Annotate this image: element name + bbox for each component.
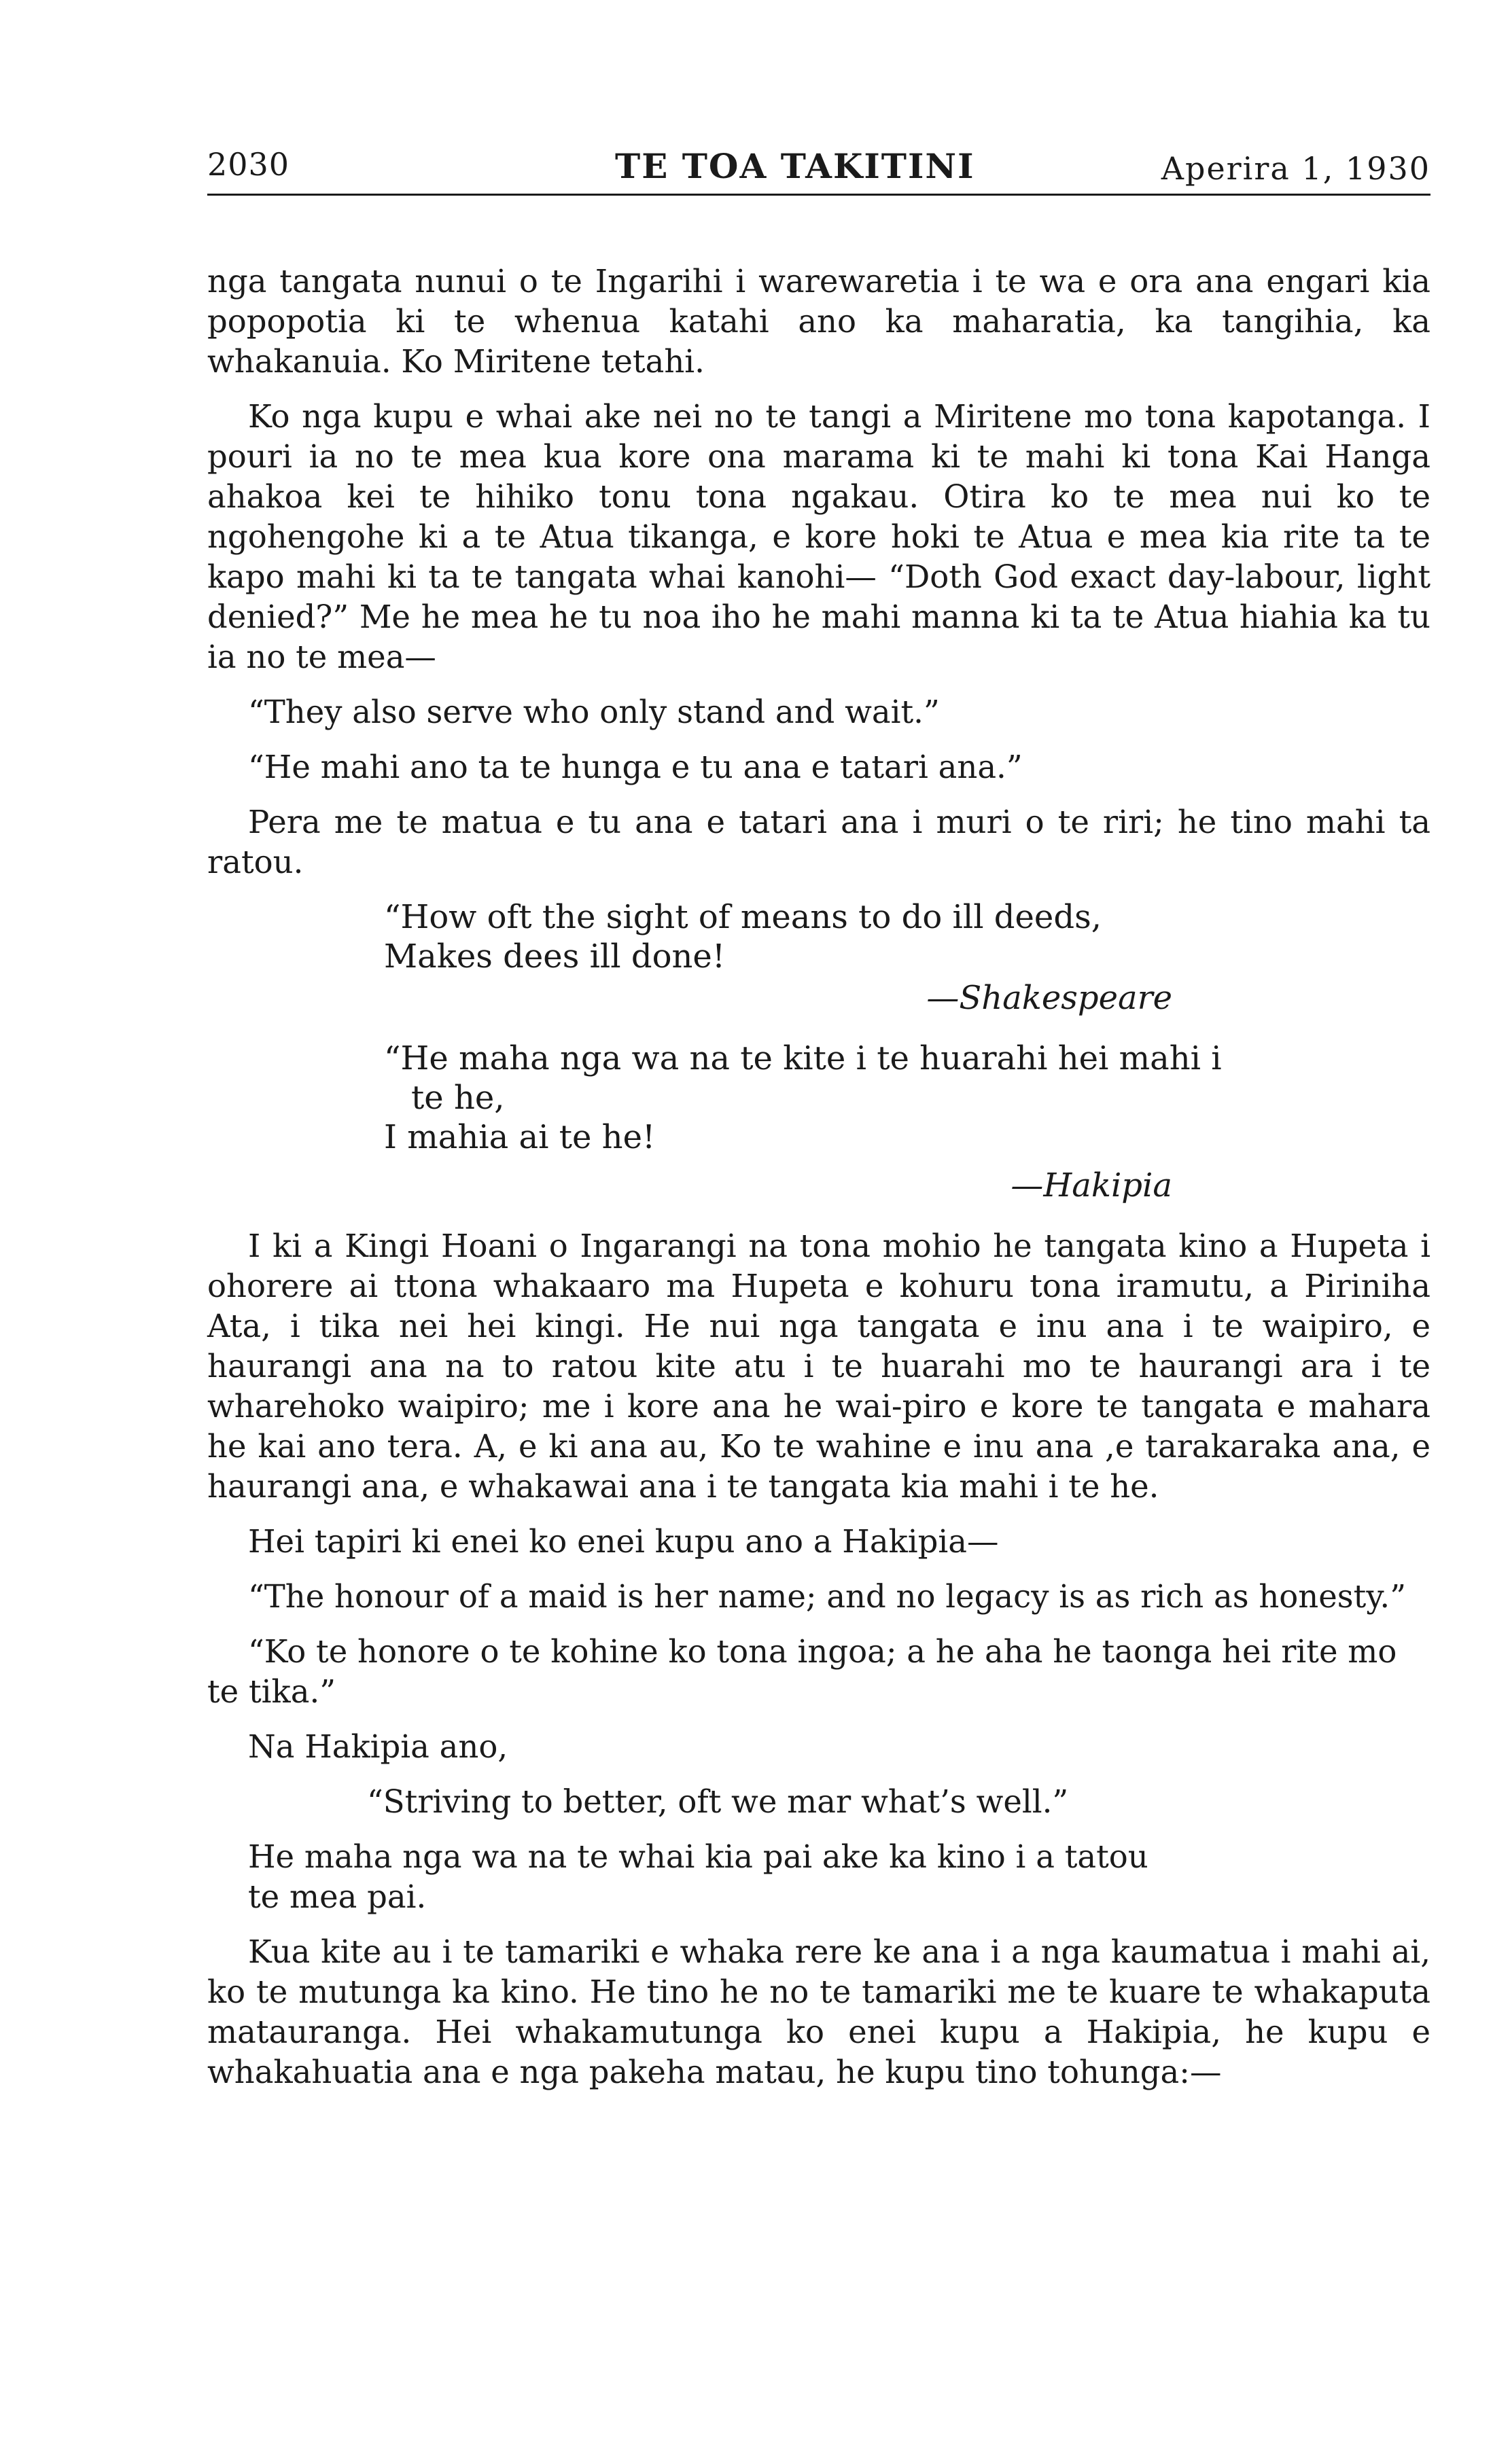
paragraph: I ki a Kingi Hoani o Ingarangi na tona mohio he tangata kino a Hupeta i ohorere ai ttona whakaaro ma Hupeta e kohuru tona iramutu, a Piriniha Ata, i tika nei hei kingi. He nui nga tangata e inu ana i te waipiro, e haurangi ana na to ratou kite atu i te huarahi mo te haurangi ara i te wharehoko waipiro; me i kore ana he wai-piro e kore te tangata e mahara he kai ano tera. A, e ki ana au, Ko te wahine e inu ana ,e tarakaraka ana, e haurangi ana, e whakawai ana i te tangata kia mahi i te he.	[207, 1228, 1430, 1505]
paragraph: Kua kite au i te tamariki e whaka rere ke ana i a nga kaumatua i mahi ai, ko te mutunga ka kino. He tino he no te tamariki me te kuare te whakaputa matauranga. Hei whakamutunga ko enei kupu a Hakipia, he kupu e whakahuatia ana e nga pakeha matau, he kupu tino tohunga:—	[207, 1933, 1430, 2090]
paragraph: Ko nga kupu e whai ake nei no te tangi a Miritene mo tona kapotanga. I pouri ia no te mea kua kore ona marama ki te mahi ki tona Kai Hanga ahakoa kei te hihiko tonu tona ngakau. Otira ko te mea nui ko te ngohengohe ki a te Atua tikanga, e kore hoki te Atua e mea kia rite ta te kapo mahi ki ta te tangata whai kanohi— “Doth God exact day-labour, light denied?” Me he mea he tu noa iho he mahi manna ki ta te Atua hiahia ka tu ia no te mea—	[207, 398, 1430, 675]
paragraph: Hei tapiri ki enei ko enei kupu ano a Hakipia—	[248, 1523, 999, 1560]
page-number: 2030	[207, 146, 290, 183]
verse-line: “How oft the sight of means to do ill deeds,	[384, 898, 1102, 936]
paragraph: Na Hakipia ano,	[248, 1728, 508, 1765]
attribution: —Hakipia	[1011, 1166, 1172, 1204]
paragraph: nga tangata nunui o te Ingarihi i warewaretia i te wa e ora ana engari kia popopotia ki te whenua katahi ano ka maharatia, ka tangihia, ka whakanuia. Ko Miritene tetahi.	[207, 263, 1430, 380]
quotation: “They also serve who only stand and wait.”	[248, 694, 940, 730]
attribution: —Shakespeare	[926, 979, 1172, 1017]
verse-line: te he,	[411, 1079, 505, 1117]
verse-line: Makes dees ill done!	[384, 938, 726, 976]
translation-line: te mea pai.	[248, 1878, 427, 1915]
paragraph: Pera me te matua e tu ana e tatari ana i muri o te riri; he tino mahi ta ratou.	[207, 804, 1430, 880]
translation-line: He maha nga wa na te whai kia pai ake ka kino i a tatou	[248, 1838, 1148, 1875]
article-body	[207, 262, 1430, 2107]
quotation: “The honour of a maid is her name; and no legacy is as rich as honesty.”	[248, 1578, 1406, 1615]
verse-line: “He maha nga wa na te kite i te huarahi hei mahi i	[384, 1039, 1222, 1077]
journal-title: TE TOA TAKITINI	[615, 146, 975, 186]
verse-line: I mahia ai te he!	[384, 1118, 656, 1156]
quotation: “Striving to better, oft we mar what’s well.”	[367, 1783, 1069, 1820]
verse-quotation	[207, 897, 1430, 1020]
quotation-translation	[207, 1837, 1430, 1917]
issue-date: Aperira 1, 1930	[1161, 150, 1430, 187]
quotation-translation: “He mahi ano ta te hunga e tu ana e tatari ana.”	[248, 749, 1023, 785]
quotation-translation: “Ko te honore o te kohine ko tona ingoa; a he aha he taonga hei rite mo te tika.”	[207, 1633, 1397, 1710]
running-header	[207, 146, 1430, 196]
verse-translation	[207, 1039, 1430, 1207]
